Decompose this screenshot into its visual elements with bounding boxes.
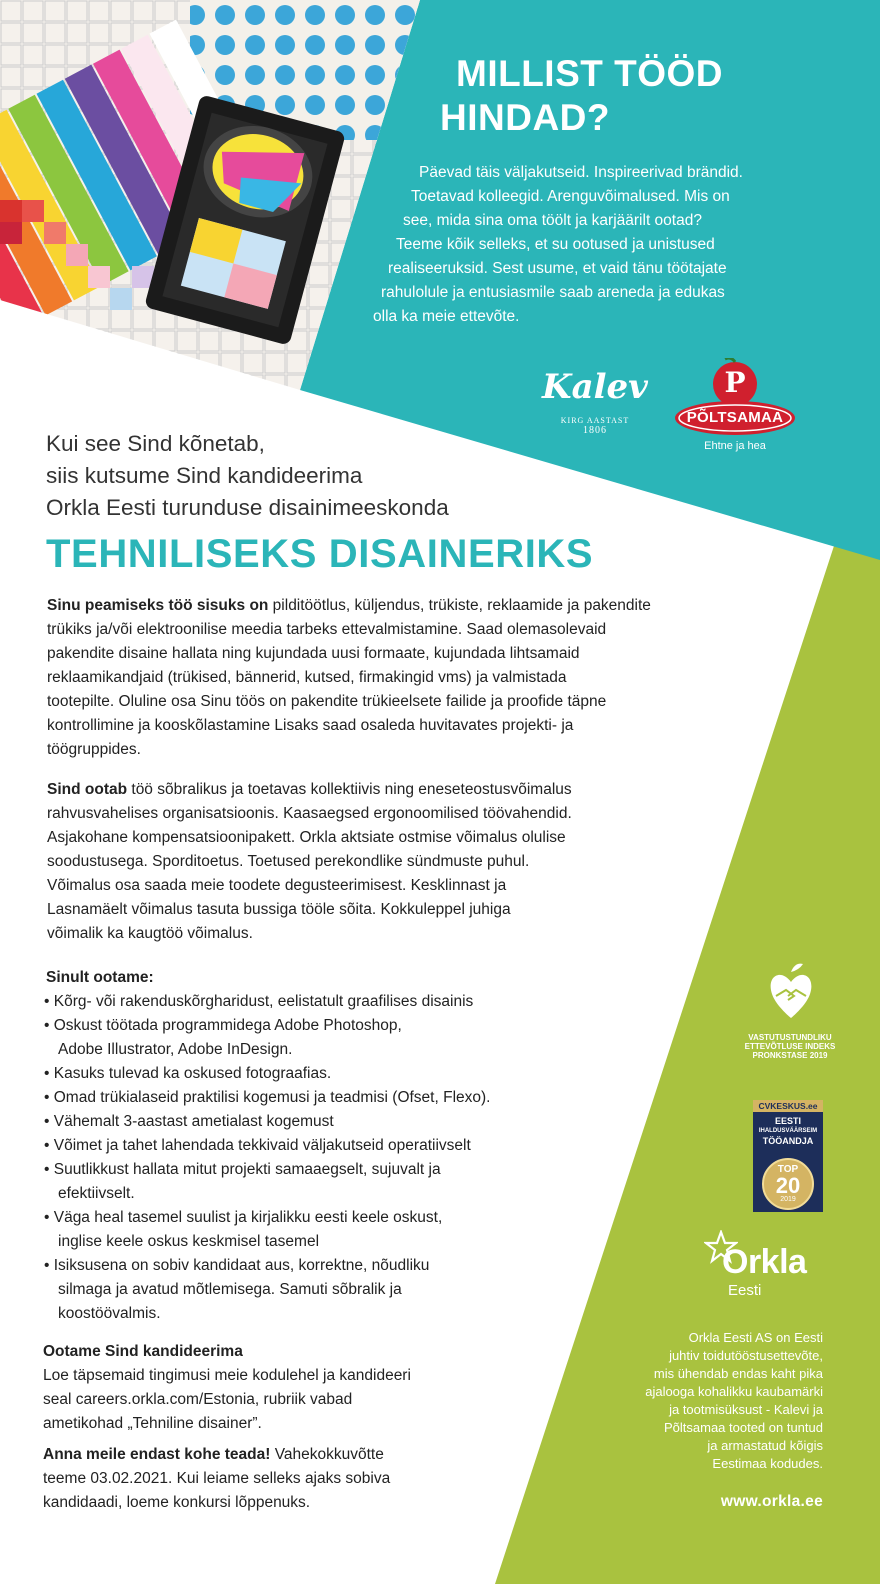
job-title-headline: TEHNILISEKS DISAINERIKS <box>46 532 594 576</box>
job-description-lead: Sinu peamiseks töö sisuks on <box>47 597 269 614</box>
poltsamaa-tagline: Ehtne ja hea <box>704 440 766 452</box>
website-link[interactable]: www.orkla.ee <box>720 1493 823 1510</box>
benefits-paragraph <box>47 778 767 946</box>
text-line: trükiks ja/või elektroonilise meedia tarbeks ettevalmistamine. Saad olemasolevaid <box>47 621 607 638</box>
list-item: • Väga heal tasemel suulist ja kirjalikku eesti keele oskust, <box>44 1209 443 1226</box>
list-item: • Vähemalt 3-aastast ametialast kogemust <box>44 1113 334 1130</box>
list-item-continuation: inglise keele oskus keskmisel tasemel <box>58 1233 320 1250</box>
about-line: Eestimaa kodudes. <box>712 1456 823 1471</box>
about-line: Põltsamaa tooted on tuntud <box>663 1420 823 1435</box>
hero-body-line: olla ka meie ettevõte. <box>373 308 520 325</box>
text-line: pakendite disaine hallata ning kujundada uusi formaate, kujundada lihtsamaid <box>47 645 580 662</box>
hero-body-line: Teeme kõik selleks, et su ootused ja unistused <box>396 236 715 253</box>
csr-heart-hands-icon <box>766 962 816 1026</box>
intro-line: siis kutsume Sind kandideerima <box>46 463 363 488</box>
cvkeskus-top: CVKESKUS.ee <box>753 1100 823 1112</box>
list-item-continuation: Adobe Illustrator, Adobe InDesign. <box>58 1041 293 1058</box>
top-label: TOP <box>777 1164 799 1175</box>
hero-body-line: Päevad täis väljakutseid. Inspireerivad brändid. <box>419 164 743 181</box>
kalev-logo <box>530 368 660 448</box>
cta-text: . Kui leiame selleks ajaks sobiva <box>167 1470 391 1487</box>
apply-line: seal careers.orkla.com/Estonia, rubriik vabad <box>43 1391 353 1408</box>
list-item: • Kasuks tulevad ka oskused fotograafias. <box>44 1065 332 1082</box>
list-item: • Omad trükialaseid praktilisi kogemusi ja teadmisi (Ofset, Flexo). <box>44 1089 491 1106</box>
list-item: • Kõrg- või rakenduskõrgharidust, eelistatult graafilises disainis <box>44 993 474 1010</box>
cta-lead: Anna meile endast kohe teada! <box>43 1446 271 1463</box>
top-year: 2019 <box>780 1196 796 1203</box>
apply-line: ametikohad „Tehniline disainer”. <box>43 1415 262 1432</box>
deadline-section <box>43 1443 390 1515</box>
text-line: reklaamikandjaid (trükised, bännerid, kutsed, firmakingid vms) ja valmistada <box>47 669 567 686</box>
csr-line: PRONKSTASE 2019 <box>752 1051 828 1060</box>
poltsamaa-wordmark: PÕLTSAMAA <box>686 409 784 426</box>
benefits-lead: Sind ootab <box>47 781 128 798</box>
about-line: mis ühendab endas kaht pika <box>653 1366 823 1381</box>
text-line: rahvusvahelises organisatsioonis. Kaasaegsed ergonoomilised töövahendid. <box>47 805 572 822</box>
about-line: ja tootmisüksust - Kalevi ja <box>669 1402 823 1417</box>
cvkeskus-badge <box>753 1100 823 1212</box>
company-about <box>593 1329 823 1473</box>
orkla-logo <box>704 1230 834 1302</box>
intro-text <box>46 428 449 524</box>
cvkeskus-line: IHALDUSVÄÄRSEIM <box>758 1128 818 1134</box>
text-line: kontrollimine ja kooskõlastamine Lisaks saad osaleda huvitavates projekti- ja <box>47 717 574 734</box>
list-item-continuation: koostöövalmis. <box>58 1305 161 1322</box>
apply-section <box>43 1340 411 1436</box>
text-line: Asjakohane kompensatsioonipakett. Orkla aktsiate ostmise võimalus olulise <box>47 829 566 846</box>
csr-line: ETTEVÕTLUSE INDEKS <box>744 1042 836 1051</box>
hero-body-line: see, mida sina oma töölt ja karjäärilt ootad? <box>403 212 702 229</box>
list-item-continuation: silmaga ja avatud mõtlemisega. Samuti sõbralik ja <box>58 1281 402 1298</box>
text-line: pilditöötlus, küljendus, trükiste, reklaamide ja pakendite <box>268 597 651 614</box>
orkla-wordmark: Orkla <box>722 1243 807 1281</box>
orkla-subtitle: Eesti <box>728 1282 762 1299</box>
text-line: Lasnamäelt võimalus tasuta bussiga tööle sõita. Kokkuleppel juhiga <box>47 901 511 918</box>
about-line: ja armastatud kõigis <box>707 1438 823 1453</box>
apply-line: Loe täpsemaid tingimusi meie kodulehel ja kandideeri <box>43 1367 411 1384</box>
intro-line: Orkla Eesti turunduse disainimeeskonda <box>46 495 449 520</box>
list-item: • Võimet ja tahet lahendada tekkivaid väljakutseid operatiivselt <box>44 1137 471 1154</box>
text-line: Võimalus osa saada meie toodete degusteerimisest. Kesklinnast ja <box>47 877 507 894</box>
hero-body-line: Toetavad kolleegid. Arenguvõimalused. Mis on <box>411 188 730 205</box>
kalev-tagline: KIRG AASTAST <box>560 416 630 425</box>
cta-text: teeme <box>43 1470 91 1487</box>
hero-body-line: realiseeruksid. Sest usume, et vaid tänu töötajate <box>388 260 727 277</box>
about-line: juhtiv toidutööstusettevõte, <box>669 1348 823 1363</box>
top20-medal <box>762 1158 814 1210</box>
deadline-date: 03.02.2021 <box>90 1470 168 1487</box>
requirements-heading: Sinult ootame: <box>46 969 154 986</box>
intro-line: Kui see Sind kõnetab, <box>46 431 265 456</box>
text-line: soodustusega. Sporditoetus. Toetused perekondlike sündmuste puhul. <box>47 853 530 870</box>
hero-title-line-1: MILLIST TÖÖD <box>456 53 724 94</box>
text-line: võimalik ka kaugtöö võimalus. <box>47 925 253 942</box>
about-line: ajalooga kohalikku kaubamärki <box>645 1384 823 1399</box>
apply-heading: Ootame Sind kandideerima <box>43 1343 243 1360</box>
requirements-list <box>44 966 490 1326</box>
list-item-continuation: efektiivselt. <box>58 1185 135 1202</box>
cvkeskus-line: EESTI <box>774 1116 801 1126</box>
cvkeskus-line: TÖÖANDJA <box>762 1136 814 1146</box>
poltsamaa-letter: P <box>724 366 746 399</box>
poltsamaa-logo <box>672 358 802 458</box>
csr-badge-text <box>740 1033 840 1060</box>
top-rank: 20 <box>775 1173 801 1198</box>
text-line: töö sõbralikus ja toetavas kollektiivis ning eneseteostusvõimalus <box>127 781 572 798</box>
kalev-wordmark: Kalev <box>542 367 648 407</box>
hero-body-line: rahulolule ja entusiasmile saab areneda ja edukas <box>381 284 725 301</box>
cta-text: Vahekokkuvõtte <box>270 1446 384 1463</box>
list-item: • Oskust töötada programmidega Adobe Photoshop, <box>44 1017 402 1034</box>
hero-title <box>440 52 820 140</box>
csr-line: VASTUTUSTUNDLIKU <box>748 1033 832 1042</box>
list-item: • Isiksusena on sobiv kandidaat aus, korrektne, nõudliku <box>44 1257 430 1274</box>
cta-text: kandidaadi, loeme konkursi lõppenuks. <box>43 1494 311 1511</box>
list-item: • Suutlikkust hallata mitut projekti samaaegselt, sujuvalt ja <box>44 1161 441 1178</box>
kalev-year: 1806 <box>583 425 607 436</box>
hero-title-line-2: HINDAD? <box>440 97 610 138</box>
text-line: töögruppides. <box>47 741 141 758</box>
job-description-paragraph <box>47 594 767 762</box>
text-line: tootepilte. Oluline osa Sinu töös on pakendite trükieelsete failide ja proofide täpne <box>47 693 607 710</box>
about-line: Orkla Eesti AS on Eesti <box>688 1330 823 1345</box>
